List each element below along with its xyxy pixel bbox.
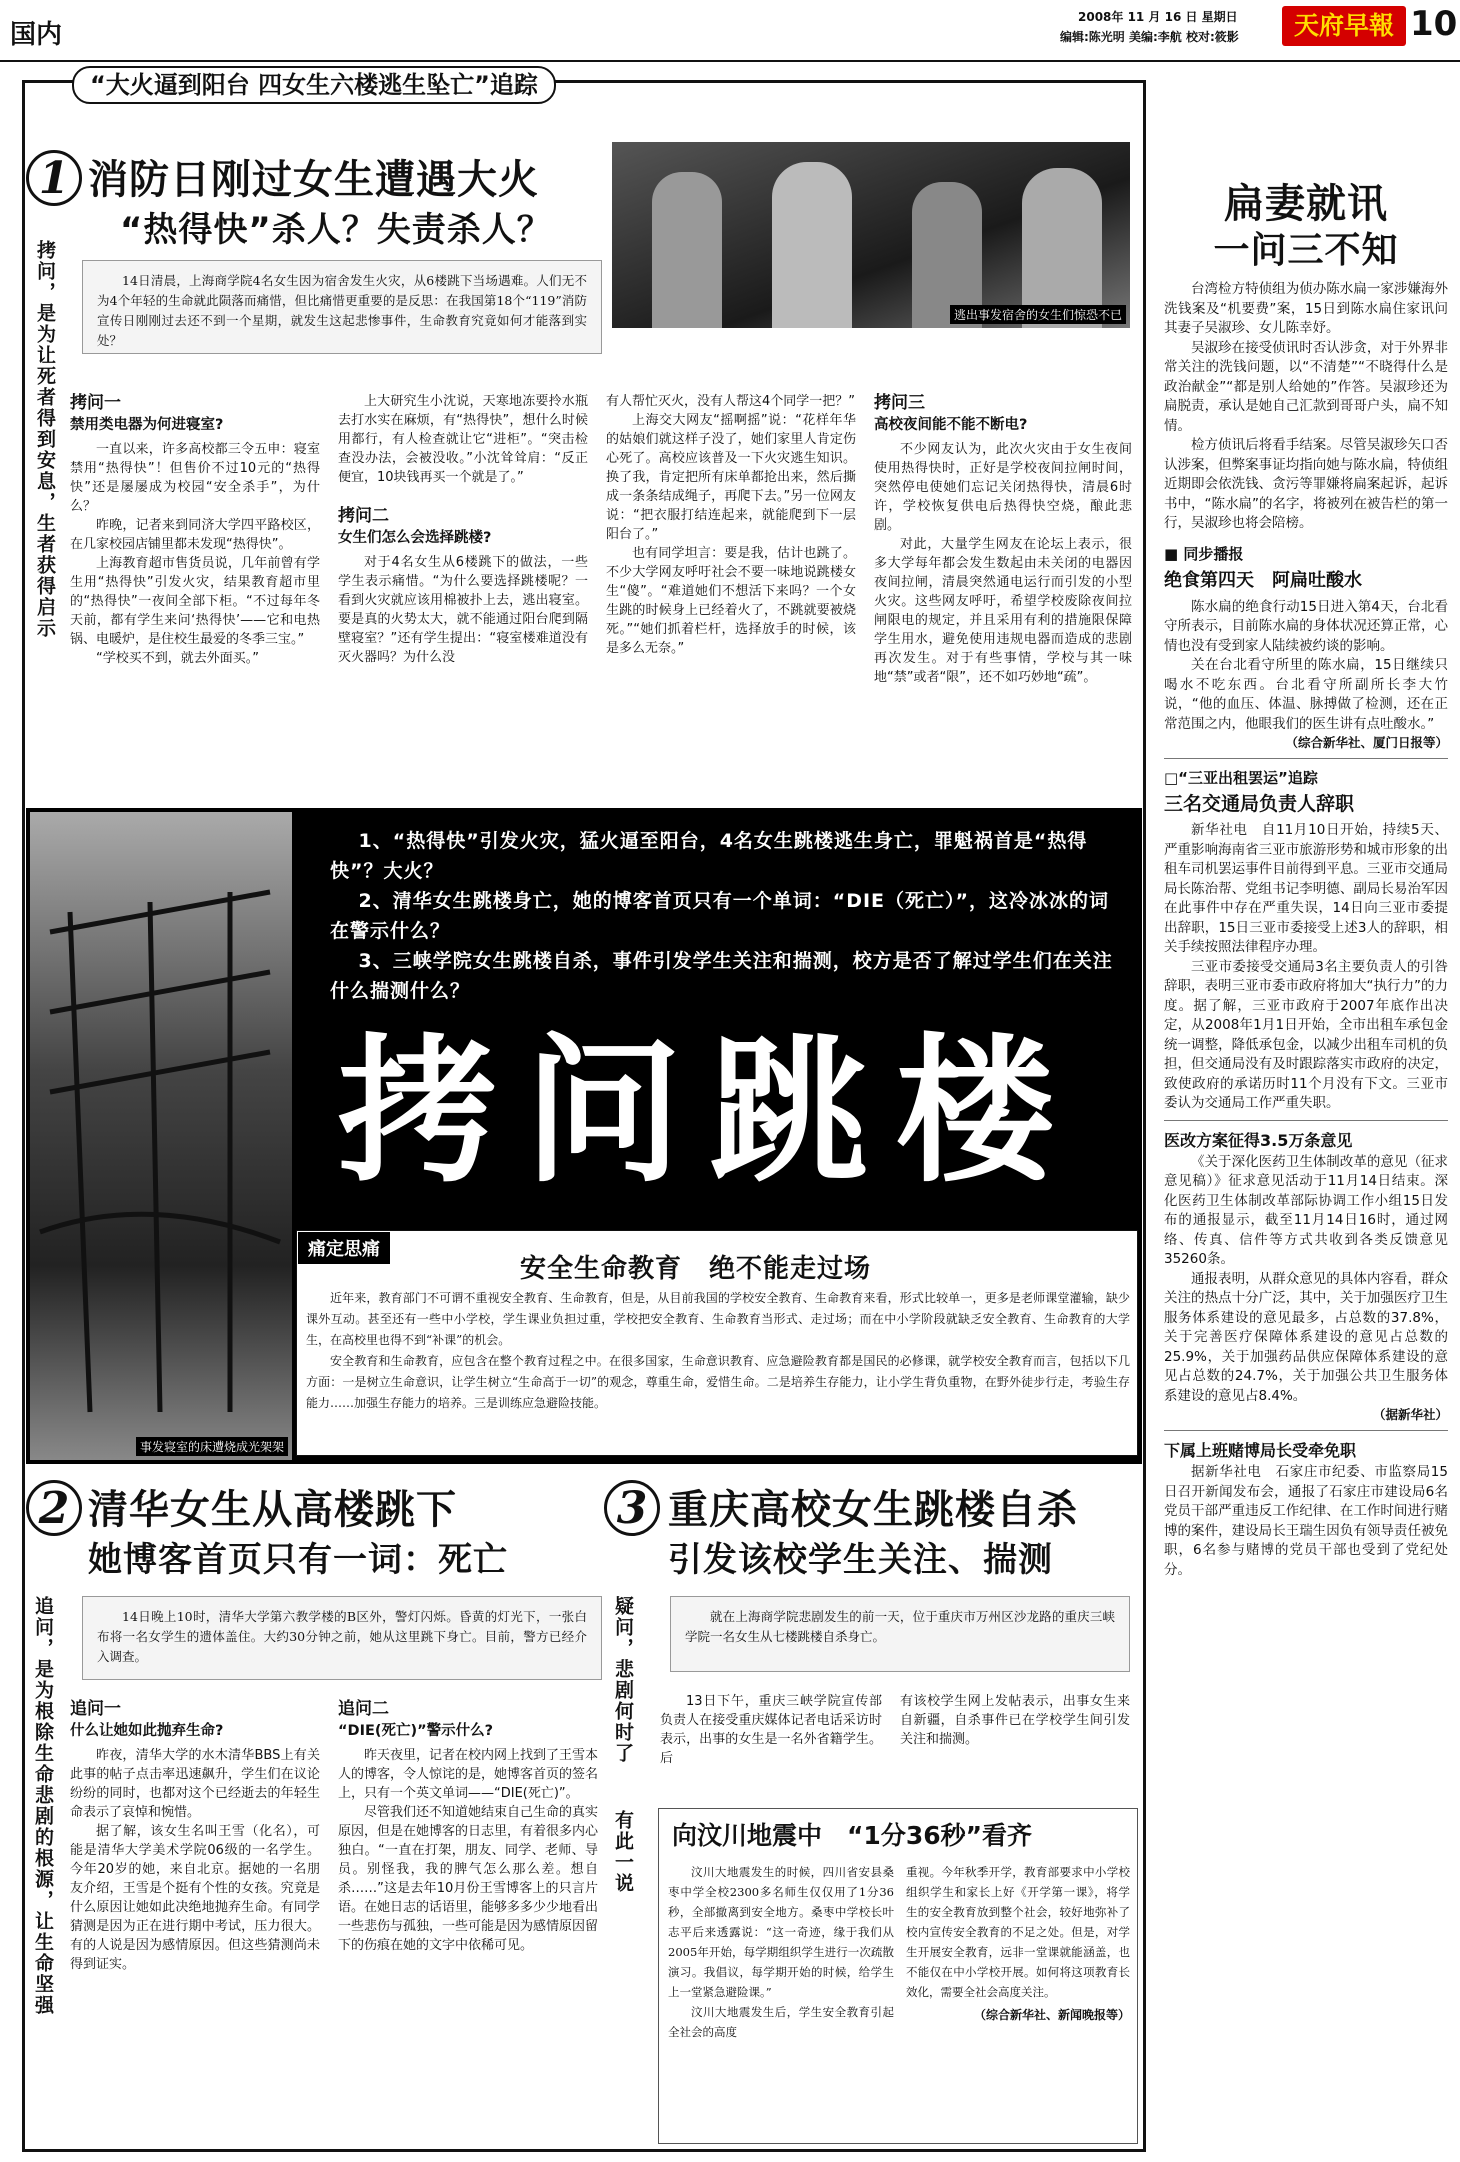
story1-lead: 14日清晨，上海商学院4名女生因为宿舍发生火灾，从6楼跳下当场遇难。人们无不为4个年轻的生命就此陨落而痛惜，但比痛惜更重要的是反思：在我国第18个“119”消防宣传日刚刚过去还不到一个星期，就发生这起悲惨事件，生命教育究竟如何才能落到实处？ (82, 260, 602, 354)
q3-title: 高校夜间能不能不断电? (874, 417, 1028, 433)
sidebar-title-medical: 医改方案征得3.5万条意见 (1164, 1130, 1353, 1150)
sidebar-title-sanya: 三名交通局负责人辞职 (1164, 793, 1355, 815)
story1-photo (612, 142, 1130, 328)
sidebar-tag-sanya: □“三亚出租罢运”追踪 (1164, 769, 1318, 787)
sidebar: 扁妻就讯 一问三不知 台湾检方特侦组为侦办陈水扁一家涉嫌海外洗钱案及“机要费”案，15日到陈水扁住家讯问其妻子吴淑珍、女儿陈幸妤。 吴淑珍在接受侦讯时否认涉贪，对于外界非常关注的洗钱问题，以“不清楚”“不晓得什么是政治献金”“都是别人给她的”作答。吴淑珍还为扁脱责，承认是她自己汇款到哥哥户头，扁不知情。 检方侦讯后将看手结案。尽管吴淑珍矢口否认涉案，但弊案事证均指向她与陈水扁，特侦组近期即会依洗钱、贪污等罪嫌将扁案起诉，起诉书中，“陈水扁”的名字，将被列在被告栏的第一行，吴淑珍也将会陪榜。 ■ 同步播报 绝食第四天 阿扁吐酸水 陈水扁的绝食行动15日进入第4天，台北看守所表示，目前陈水扁的身体状况还算正常，心情也没有受到家人陆续被约谈的影响。 关在台北看守所里的陈水扁，15日继续只喝水不吃东西。台北看守所副所长李大竹说，“他的血压、体温、脉搏做了检测，还在正常范围之内，他眼我们的医生讲有点吐酸水。” （综合新华社、厦门日报等） □“三亚出租罢运”追踪 三名交通局负责人辞职 新华社电 自11月10日开始，持续5天、严重影响海南省三亚市旅游形势和城市形象的出租车司机罢运事件目前得到平息。三亚市交通局局长陈治帮、党组书记李明德、副局长易治军因在此事件中存在严重失误，14日向三亚市委提出辞职，15日三亚市委接受上述3人的辞职，相关手续按照法律程序办理。 三亚市委接受交通局3名主要负责人的引咎辞职，表明三亚市委市政府将加大“执行力”的力度。据了解，三亚市政府于2007年底作出决定，从2008年1月1日开始，全市出租车承包金统一调整，降低承包金，以减少出租车司机的负担，但交通局没有及时跟踪落实市政府的决定，致使政府的承诺历时11个月没有下文。三亚市委认为交通局工作严重失职。 医改方案征得3.5万条意见 《关于深化医药卫生体制改革的意见（征求意见稿）》征求意见活动于11月14日结束。深化医药卫生体制改革部际协调工作小组15日发布的通报显示，截至11月14日16时，通过网络、传真、信件等方式共收到各类反馈意见35260条。 通报表明，从群众意见的具体内容看，群众关注的热点十分广泛，其中，关于加强医疗卫生服务体系建设的意见最多，占总数的37.8%，关于完善医疗保障体系建设的意见占总数的25.9%，关于加强药品供应保障体系建设的意见占总数的24.7%，关于加强公共卫生服务体系建设的意见占8.4%。 （据新华社） 下属上班赌博局长受牵免职 据新华社电 石家庄市纪委、市监察局15日召开新闻发布会，通报了石家庄市建设局6名党员干部严重违反工作纪律、在工作时间进行赌博的案件，建设局长王瑞生因负有领导责任被免职，6名参与赌博的党员干部也受到了党纪处分。 (1164, 181, 1448, 1578)
q3-label: 拷问三 (874, 393, 925, 413)
feature-big-title: 拷问跳楼 (338, 1020, 1082, 1204)
feature-photo-caption: 事发寝室的床遭烧成光架架 (136, 1437, 288, 1456)
sidebox-label: 有此一说 (612, 1810, 634, 1894)
story1-title: 消防日刚过女生遭遇大火 (88, 157, 539, 203)
story2-number: 2 (26, 1480, 82, 1536)
story2-title: 清华女生从高楼跳下 (88, 1487, 457, 1533)
bed-frame-graphic (30, 812, 292, 1460)
story3-col1: 13日下午，重庆三峡学院宣传部负责人在接受重庆媒体记者电话采访时表示，出事的女生是一名外省籍学生。后 (660, 1694, 882, 1766)
story3-col2: 有该校学生网上发帖表示，出事女生来自新疆，自杀事件已在学校学生间引发关注和揣测。 (900, 1694, 1130, 1747)
story3-number: 3 (604, 1480, 660, 1536)
story1-col2: 上大研究生小沈说，天寒地冻要拎水瓶去打水实在麻烦，有“热得快”，想什么时候用都行，有人检查就让它“进柜”。“突击检查没办法，会被没收。”小沈耸耸肩：“反正便宜，10块钱再买一个就是了。” 拷问二 女生们怎么会选择跳楼? 对于4名女生从6楼跳下的做法，一些学生表示痛惜。“为什么要选择跳楼呢？一看到火灾就应该用棉被扑上去，逃出寝室。要是真的火势太大，就不能通过阳台爬到隔壁寝室？”还有学生提出：“寝室楼难道没有灭火器吗？为什么没 (338, 394, 588, 665)
sidebar-title-fast: 绝食第四天 阿扁吐酸水 (1164, 569, 1362, 591)
story1-number: 1 (26, 150, 82, 206)
story1-photo-caption: 逃出事发宿舍的女生们惊恐不已 (950, 305, 1126, 324)
header-editors: 编辑:陈光明 美编:李航 校对:筱影 (1060, 30, 1239, 44)
header-date: 2008年 11 月 16 日 星期日 (1078, 10, 1238, 24)
q1-label: 拷问一 (70, 393, 121, 413)
sidebar-tag-sync: ■ 同步播报 (1164, 544, 1244, 563)
feature-photo (30, 812, 292, 1460)
story2-col1: 追问一 什么让她如此抛弃生命? 昨夜，清华大学的水木清华BBS上有关此事的帖子点击率迅速飙升，学生们在议论纷纷的同时，也都对这个已经逝去的年轻生命表示了哀悼和惋惜。 据了解，该女生名叫王雪（化名），可能是清华大学美术学院06级的一名学生。今年20岁的她，来自北京。据她的一名朋友介绍，王雪是个挺有个性的女孩。究竟是什么原因让她如此决绝地抛弃生命。有同学猜测是因为正在进行期中考试，压力很大。有的人说是因为感情原因。但这些猜测尚未得到证实。 (70, 1699, 320, 1972)
feature-questions: 1、“热得快”引发火灾，猛火逼至阳台，4名女生跳楼逃生身亡，罪魁祸首是“热得快”？大火？ 2、清华女生跳楼身亡，她的博客首页只有一个单词：“DIE（死亡）”，这冷冰冰的词在警示什么？ 3、三峡学院女生跳楼自杀，事件引发学生关注和揣测，校方是否了解过学生们在关注什么揣测什么？ (330, 830, 1113, 1002)
brand-logo: 天府早報 (1282, 6, 1406, 46)
story2-lead: 14日晚上10时，清华大学第六教学楼的B区外，警灯闪烁。昏黄的灯光下，一张白布将一名女学生的遗体盖住。大约30分钟之前，她从这里跳下身亡。目前，警方已经介入调查。 (82, 1596, 602, 1680)
sidebox-col1: 汶川大地震发生的时候，四川省安县桑枣中学全校2300多名师生仅仅用了1分36秒，全部撤离到安全地方。桑枣中学校长叶志平后来透露说：“这一奇迹，缘于我们从2005年开始，每学期组织学生进行一次疏散演习。我倡议，每学期开始的时候，给学生上一堂紧急避险课。” 汶川大地震发生后，学生安全教育引起全社会的高度 (668, 1865, 894, 2039)
q1-title: 禁用类电器为何进寝室? (70, 417, 224, 433)
page-header (0, 0, 1460, 62)
topic-bar: “大火逼到阳台 四女生六楼逃生坠亡”追踪 (72, 66, 556, 104)
story3-lead: 就在上海商学院悲剧发生的前一天，位于重庆市万州区沙龙路的重庆三峡学院一名女生从七楼跳楼自杀身亡。 (670, 1596, 1130, 1672)
story1-side-label: 拷问，是为让死者得到安息，生者获得启示 (34, 240, 56, 639)
story3-title: 重庆高校女生跳楼自杀 (668, 1487, 1078, 1533)
sidebar-title1: 扁妻就讯 (1224, 181, 1388, 227)
story1-col3: 有人帮忙灭火，没有人帮这4个同学一把？” 上海交大网友“摇啊摇”说：“花样年华的姑娘们就这样子没了，她们家里人肯定伤心死了。高校应该普及一下火灾逃生知识。换了我，肯定把所有床单都抢出来，然后撕成一条条结成绳子，再爬下去。”另一位网友说：“把衣服打结连起来，就能爬到下一层阳台了。” 也有同学坦言：要是我，估计也跳了。不少大学网友呼吁社会不要一味地说跳楼女生“傻”。“难道她们不想活下来吗？一个女生跳的时候身上已经着火了，不跳就要被烧死。”“她们抓着栏杆，选择放手的时候，该是多么无奈。” (606, 394, 856, 656)
q2-title: 女生们怎么会选择跳楼? (338, 530, 492, 546)
editorial-body: 近年来，教育部门不可谓不重视安全教育、生命教育，但是，从目前我国的学校安全教育、生命教育来看，形式比较单一，更多是老师课堂灌输，缺少课外互动。甚至还有一些中小学校，学生课业负担过重，学校把安全教育、生命教育当形式、走过场；而在中小学阶段就缺乏安全教育、生命教育的大学生，在高校里也得不到“补课”的机会。 安全教育和生命教育，应包含在整个教育过程之中。在很多国家，生命意识教育、应急避险教育都是国民的必修课，就学校安全教育而言，包括以下几方面：一是树立生命意识，让学生树立“生命高于一切”的观念，尊重生命，爱惜生命。二是培养生存能力，让小学生背负重物，在野外徒步行走，考验生存能力……加强生存能力的培养。三是训练应急避险技能。 (306, 1291, 1130, 1410)
story2-col2: 追问二 “DIE(死亡)”警示什么? 昨天夜里，记者在校内网上找到了王雪本人的博客，令人惊诧的是，她博客首页的签名上，只有一个英文单词——“DIE(死亡)”。 尽管我们还不知道她结束自己生命的真实原因，但是在她博客的日志里，有着很多内心独白。“一直在打架，朋友、同学、老师、导员。别怪我，我的脾气怎么那么差。想自杀……”这是去年10月份王雪博客上的只言片语。在她日志的话语里，能够多多少少地看出一些悲伤与孤独，一些可能是因为感情原因留下的伤痕在她的文字中依稀可见。 (338, 1699, 599, 1953)
story1-subtitle: “热得快”杀人？失责杀人？ (120, 210, 552, 250)
section-name: 国内 (10, 20, 63, 50)
sidebar-title2: 一问三不知 (1213, 230, 1399, 271)
story3-side-label: 疑问，悲剧何时了 (612, 1596, 634, 1764)
story3-subtitle: 引发该校学生关注、揣测 (668, 1540, 1053, 1580)
sidebar-title-gambling: 下属上班赌博局长受牵免职 (1164, 1441, 1357, 1460)
story1-col4: 拷问三 高校夜间能不能不断电? 不少网友认为，此次火灾由于女生夜间使用热得快时，正好是学校夜间拉闸时间，突然停电使她们忘记关闭热得快，清晨6时许，学校恢复供电后热得快空烧，酿此悲剧。 对此，大量学生网友在论坛上表示，很多大学每年都会发生数起由未关闭的电器因夜间拉闸，清晨突然通电运行而引发的小型火灾。这些网友呼吁，希望学校废除夜间拉闸限电的规定，并且采用有利的措施限保障学生用水，避免使用违规电器而造成的悲剧再次发生。对于有些事情，学校与其一味地“禁”或者“限”，还不如巧妙地“疏”。 (874, 393, 1132, 685)
sidebox-title: 向汶川地震中 “1分36秒”看齐 (672, 1821, 1033, 1850)
story1-col1: 拷问一 禁用类电器为何进寝室? 一直以来，许多高校都三令五申：寝室禁用“热得快”！但售价不过10元的“热得快”还是屡屡成为校园“安全杀手”，为什么？ 昨晚，记者来到同济大学四平路校区，在几家校园店铺里都未发现“热得快”。 上海教育超市售货员说，几年前曾有学生用“热得快”引发火灾，结果教育超市里的“热得快”一夜间全部下柜。“不过每年冬天前，都有学生来问‘热得快’——它和电热锅、电暖炉，是住校生最爱的冬季三宝。” “学校买不到，就去外面买。” (70, 393, 320, 666)
q2-label: 拷问二 (338, 506, 389, 526)
story2-side-label: 追问，是为根除生命悲剧的根源，让生命坚强 (32, 1596, 54, 2016)
editorial-column-tag: 痛定思痛 (298, 1232, 390, 1264)
page-number: 10 (1410, 4, 1458, 44)
story2-subtitle: 她博客首页只有一词：死亡 (88, 1540, 508, 1580)
editorial-title: 安全生命教育 绝不能走过场 (520, 1254, 872, 1284)
sidebox-col2: 重视。今年秋季开学，教育部要求中小学校组织学生和家长上好《开学第一课》，将学生的安全教育放到整个社会，较好地弥补了校内宣传安全教育的不足之处。但是，对学生开展安全教育，远非一堂课就能涵盖，也不能仅在中小学校开展。如何将这项教育长效化，需要全社会高度关注。 （综合新华社、新闻晚报等） (906, 1865, 1130, 2022)
